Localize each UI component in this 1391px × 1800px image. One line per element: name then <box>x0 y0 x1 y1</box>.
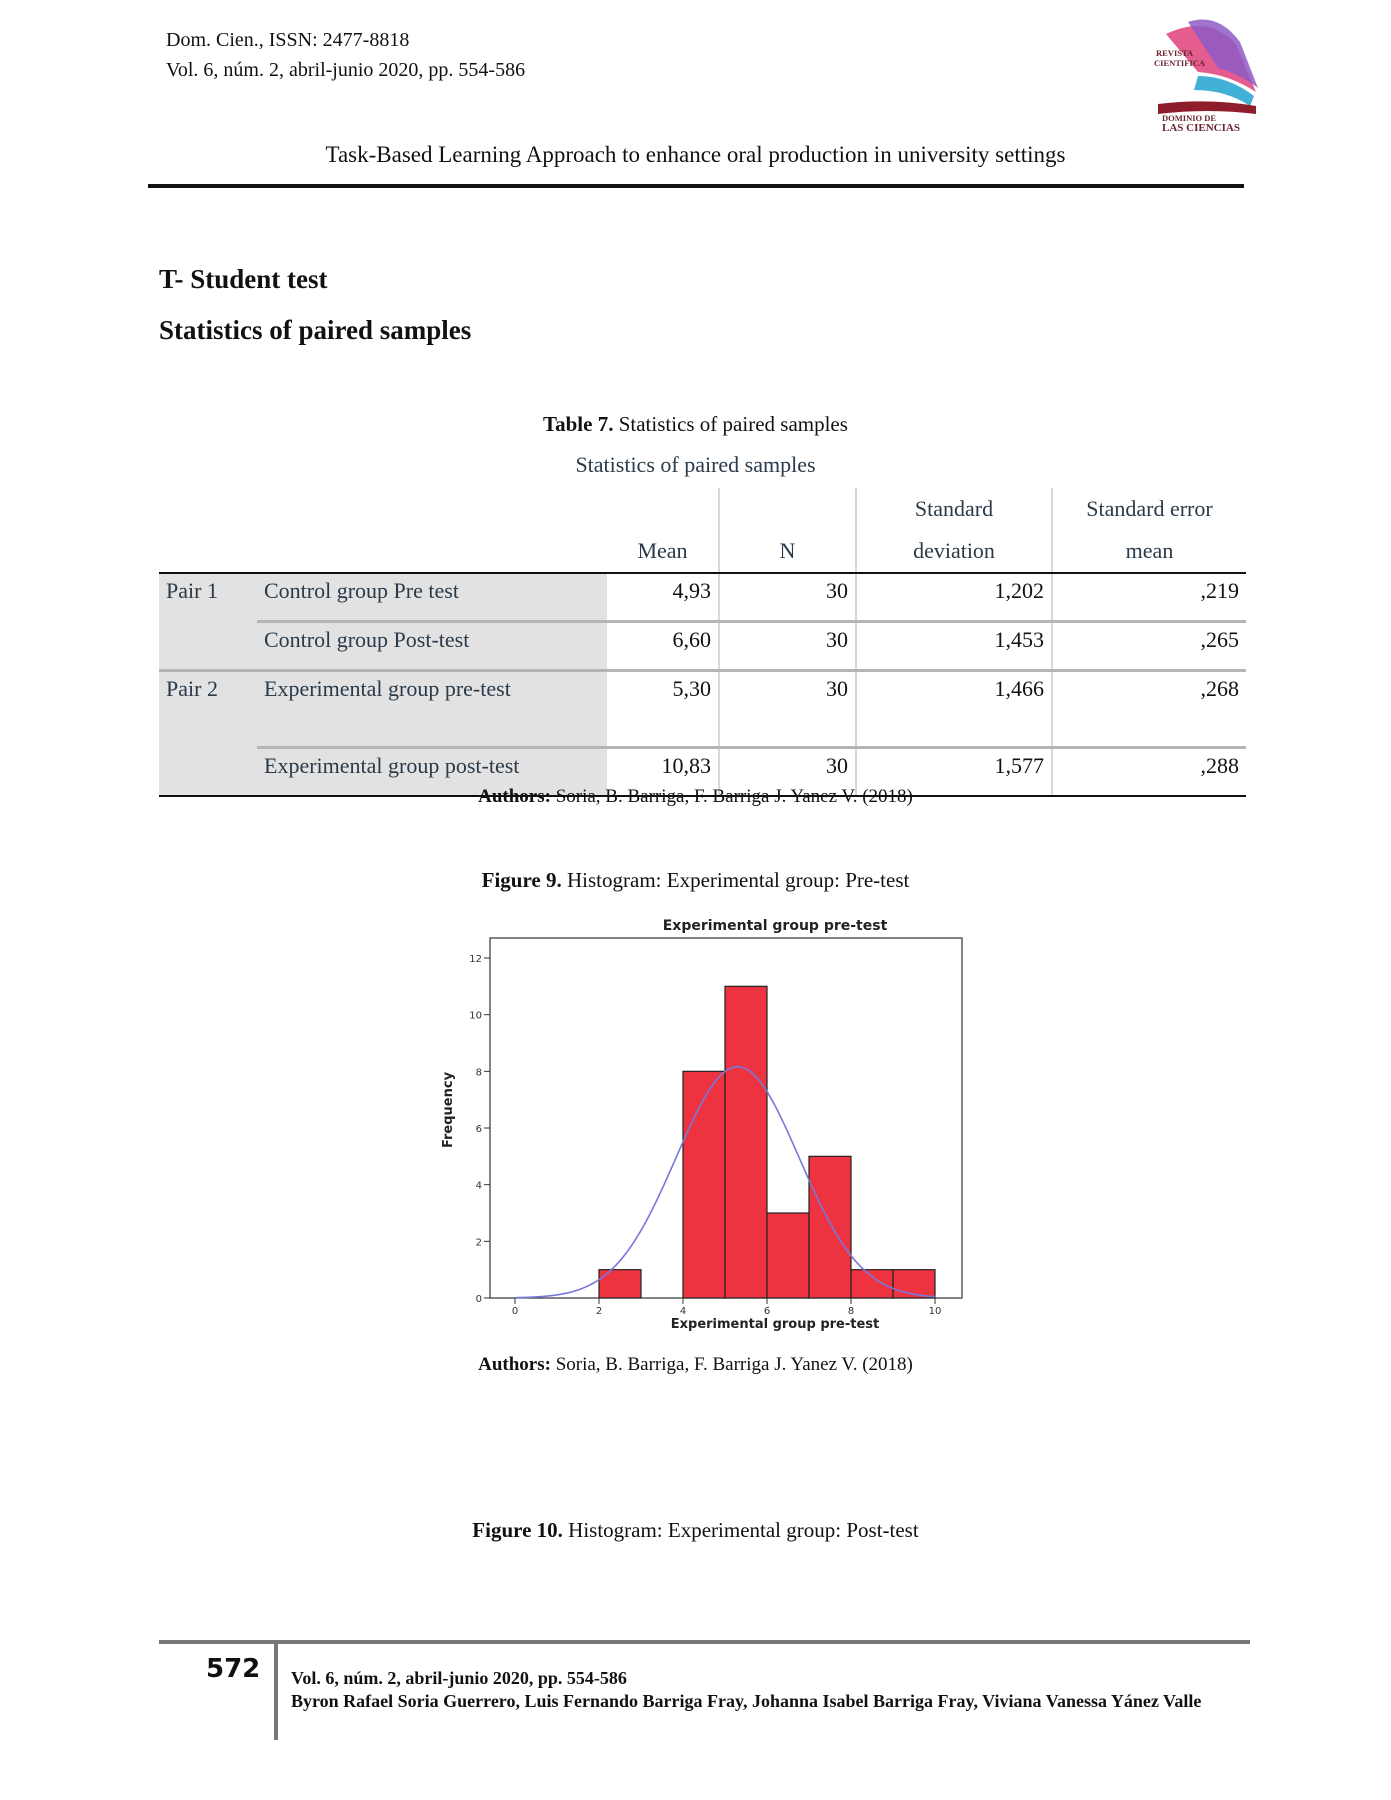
header-n: N <box>719 488 856 573</box>
figure9-caption-text: Histogram: Experimental group: Pre-test <box>561 868 910 892</box>
row-label: Experimental group pre-test <box>257 671 607 748</box>
histogram-bar <box>809 1156 851 1298</box>
y-axis-label: Frequency <box>441 1071 456 1149</box>
histogram-bar <box>599 1270 641 1298</box>
journal-volume: Vol. 6, núm. 2, abril-junio 2020, pp. 554-586 <box>166 59 526 81</box>
cell-mean: 5,30 <box>607 671 719 748</box>
figure9-authors-label: Authors: <box>478 1354 551 1375</box>
table7-subtitle: Statistics of paired samples <box>575 452 816 477</box>
row-label: Control group Pre test <box>257 573 607 622</box>
table-header-row <box>159 488 1246 573</box>
header-blank-pair <box>159 488 257 573</box>
table-row <box>159 671 1246 748</box>
cell-mean: 4,93 <box>672 578 711 603</box>
cell-n: 30 <box>719 748 856 797</box>
section-heading-paired-samples: Statistics of paired samples <box>159 315 472 345</box>
header-sem-line2: mean <box>1125 538 1174 563</box>
footer-authors: Byron Rafael Soria Guerrero, Luis Fernando Barriga Fray, Johanna Isabel Barriga Fray, Viviana Vanessa Yánez Valle <box>291 1691 1202 1711</box>
logo-text-las-ciencias: LAS CIENCIAS <box>1162 122 1240 132</box>
figure9-authors <box>0 1354 1391 1376</box>
logo-text-dominio: DOMINIO DE <box>1162 113 1217 123</box>
table7-authors-text: Soria, B. Barriga, F. Barriga J. Yanez V. (2018) <box>550 786 913 807</box>
x-tick-label: 8 <box>847 1306 855 1317</box>
x-axis-label: Experimental group pre-test <box>670 1317 880 1332</box>
figure9-authors-text: Soria, B. Barriga, F. Barriga J. Yanez V. (2018) <box>550 1354 913 1375</box>
cell-sem: ,288 <box>1052 748 1246 797</box>
row-label: Experimental group post-test <box>257 748 607 797</box>
y-tick-label: 6 <box>475 1124 482 1135</box>
figure10-caption-label: Figure 10. <box>472 1518 563 1542</box>
table7-caption-text: Statistics of paired samples <box>613 412 848 436</box>
header-sd-line1: Standard <box>914 496 994 521</box>
histogram-bar <box>725 986 767 1298</box>
cell-n: 30 <box>719 622 856 671</box>
x-tick-label: 0 <box>511 1306 519 1317</box>
y-tick-label: 0 <box>475 1294 482 1305</box>
cell-n: 30 <box>719 573 856 622</box>
header-sd-line2: deviation <box>913 538 995 563</box>
section-heading-t-test: T- Student test <box>159 264 328 294</box>
journal-logo <box>1148 14 1258 132</box>
figure10-caption <box>0 1518 1391 1543</box>
running-title: Task-Based Learning Approach to enhance oral production in university settings <box>325 142 1066 167</box>
y-tick-label: 4 <box>475 1180 482 1192</box>
cell-sd: 1,466 <box>856 671 1052 748</box>
cell-mean: 10,83 <box>607 748 719 797</box>
histogram-bar <box>683 1071 725 1298</box>
x-tick-label: 4 <box>679 1306 687 1317</box>
pair-label: Pair 2 <box>159 671 257 748</box>
y-axis <box>469 954 490 1305</box>
header-mean: Mean <box>607 488 719 573</box>
header-rule <box>148 184 1244 188</box>
cell-sd: 1,202 <box>856 573 1052 622</box>
footer-volume: Vol. 6, núm. 2, abril-junio 2020, pp. 554-586 <box>291 1668 627 1688</box>
histogram-chart <box>430 910 970 1340</box>
table-row <box>159 622 1246 671</box>
table7-caption-label: Table 7. <box>543 412 614 436</box>
pair-label: Pair 1 <box>159 573 257 622</box>
chart-title: Experimental group pre-test <box>662 918 888 934</box>
logo-text-revista: REVISTA <box>1156 48 1194 58</box>
table7 <box>159 488 1246 797</box>
histogram-bar <box>851 1270 893 1298</box>
page-number: 572 <box>206 1654 261 1684</box>
x-axis <box>512 1298 942 1317</box>
figure9-caption-label: Figure 9. <box>481 868 562 892</box>
y-tick-label: 2 <box>475 1237 482 1249</box>
cell-sem: ,265 <box>1052 622 1246 671</box>
cell-n: 30 <box>719 671 856 748</box>
table-row <box>159 573 1246 622</box>
y-tick-label: 12 <box>469 954 482 965</box>
header-standard-error-mean <box>1052 488 1246 573</box>
header-sem-line1: Standard error <box>1086 496 1213 521</box>
header-standard-deviation <box>856 488 1052 573</box>
cell-sd: 1,453 <box>856 622 1052 671</box>
figure9-caption <box>0 868 1391 893</box>
table7-authors <box>0 786 1391 808</box>
histogram-bar <box>767 1213 809 1298</box>
x-tick-label: 2 <box>595 1306 603 1317</box>
cell-sem: ,268 <box>1052 671 1246 748</box>
cell-sem: ,219 <box>1052 573 1246 622</box>
table7-caption <box>0 412 1391 437</box>
header-blank-label <box>257 488 607 573</box>
x-tick-label: 10 <box>928 1306 942 1317</box>
table7-authors-label: Authors: <box>478 786 551 807</box>
logo-text-cientifica: CIENTIFICA <box>1154 58 1206 68</box>
pair-label <box>159 622 257 671</box>
footer-vertical-bar <box>274 1640 278 1740</box>
journal-issn: Dom. Cien., ISSN: 2477-8818 <box>166 29 410 51</box>
figure10-caption-text: Histogram: Experimental group: Post-test <box>562 1518 919 1542</box>
row-label: Control group Post-test <box>257 622 607 671</box>
cell-sd: 1,577 <box>856 748 1052 797</box>
y-tick-label: 10 <box>469 1010 482 1022</box>
y-tick-label: 8 <box>475 1067 482 1079</box>
cell-mean: 6,60 <box>607 622 719 671</box>
x-tick-label: 6 <box>763 1306 771 1317</box>
footer-rule <box>159 1640 1250 1644</box>
